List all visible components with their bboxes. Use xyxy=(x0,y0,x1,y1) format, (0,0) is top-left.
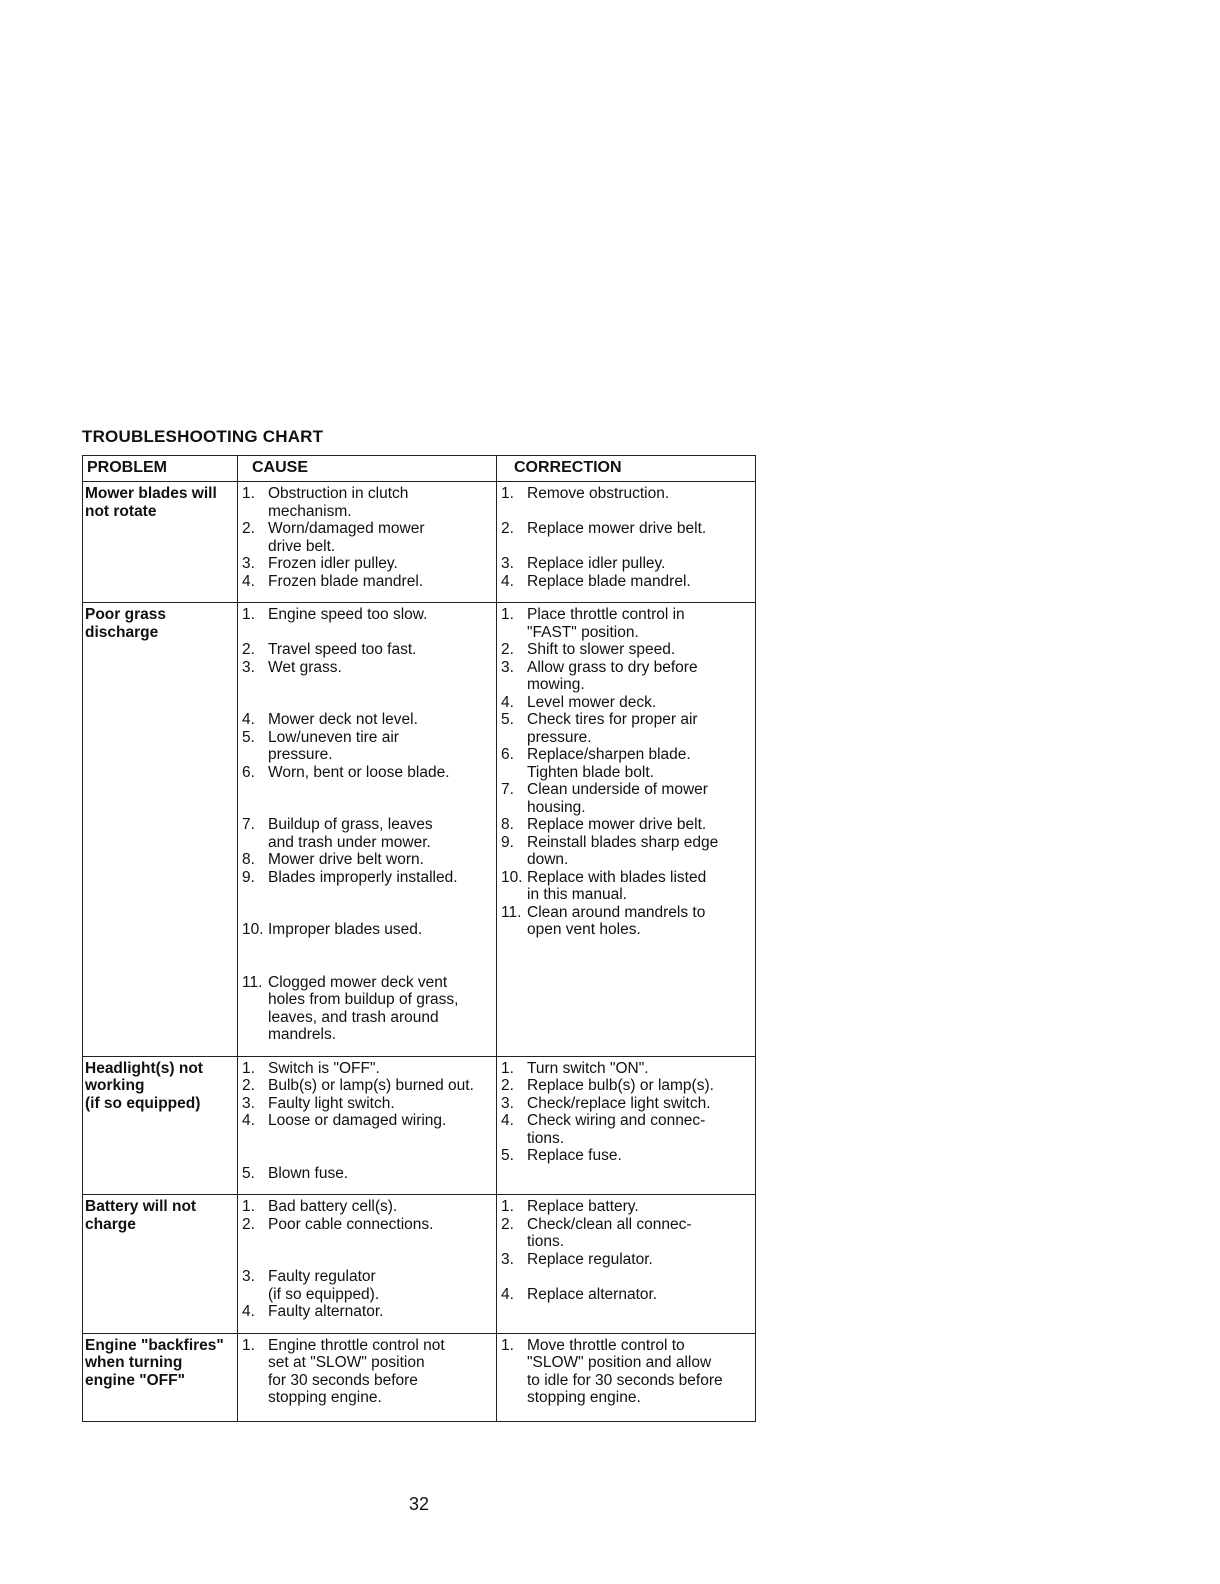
cause-list xyxy=(242,1060,493,1183)
correction-item-number: 1. xyxy=(501,1198,514,1215)
correction-item-text: Clean around mandrels to open vent holes. xyxy=(527,903,706,938)
cause-item xyxy=(242,573,493,591)
correction-item-number: 7. xyxy=(501,781,514,798)
cause-item-text: Loose or damaged wiring. xyxy=(268,1112,447,1129)
correction-item-text: Clean underside of mower housing. xyxy=(527,781,708,816)
cause-cell xyxy=(238,482,497,603)
correction-item-text: Reinstall blades sharp edge down. xyxy=(527,833,719,868)
cause-item-text: Faulty regulator (if so equipped). xyxy=(268,1268,380,1303)
correction-item xyxy=(501,573,752,591)
cause-list xyxy=(242,1198,493,1321)
cause-item-number: 3. xyxy=(242,1094,255,1112)
cause-item-number: 7. xyxy=(242,816,255,833)
cause-item xyxy=(242,555,493,573)
table-body xyxy=(83,482,756,1422)
correction-item-number: 2. xyxy=(501,1077,514,1094)
cause-item-number: 1. xyxy=(242,606,255,623)
troubleshooting-table xyxy=(82,455,756,1422)
cause-item xyxy=(242,520,493,555)
correction-item-number: 1. xyxy=(501,1059,514,1077)
correction-list xyxy=(501,485,752,590)
correction-item-text: Replace blade mandrel. xyxy=(527,572,691,590)
cause-item xyxy=(242,729,493,764)
problem-cell: Battery will not charge xyxy=(83,1195,238,1334)
correction-cell xyxy=(497,1056,756,1195)
cause-item-text: Faulty light switch. xyxy=(268,1094,395,1112)
correction-item xyxy=(501,746,752,781)
cause-item-text: Bulb(s) or lamp(s) burned out. xyxy=(268,1077,474,1094)
correction-item xyxy=(501,520,752,555)
correction-item-text: Allow grass to dry before mowing. xyxy=(527,658,698,693)
correction-item-text: Replace with blades listed in this manual. xyxy=(527,868,707,903)
problem-cell: Mower blades will not rotate xyxy=(83,482,238,603)
correction-item-number: 1. xyxy=(501,485,514,502)
correction-cell xyxy=(497,603,756,1057)
cause-item-text: Blades improperly installed. xyxy=(268,868,458,886)
correction-item-number: 5. xyxy=(501,711,514,728)
correction-item xyxy=(501,1095,752,1113)
correction-item-number: 1. xyxy=(501,1336,514,1354)
cause-item xyxy=(242,974,493,1044)
chart-title: TROUBLESHOOTING CHART xyxy=(82,427,324,446)
correction-item-text: Replace/sharpen blade. Tighten blade bolt. xyxy=(527,746,691,781)
correction-item xyxy=(501,781,752,816)
correction-item-number: 3. xyxy=(501,1250,514,1268)
table-row xyxy=(83,1333,756,1421)
header-correction: CORRECTION xyxy=(497,456,756,482)
problem-cell: Headlight(s) not working (if so equipped) xyxy=(83,1056,238,1195)
correction-item-number: 2. xyxy=(501,1215,514,1233)
correction-item xyxy=(501,1337,752,1407)
cause-item-number: 4. xyxy=(242,572,255,590)
cause-list xyxy=(242,1337,493,1407)
correction-item-text: Replace fuse. xyxy=(527,1147,622,1164)
cause-item-number: 1. xyxy=(242,485,255,502)
cause-item xyxy=(242,764,493,817)
correction-item-number: 10. xyxy=(501,868,523,886)
correction-list xyxy=(501,606,752,939)
cause-item-number: 1. xyxy=(242,1336,255,1354)
cause-item xyxy=(242,869,493,922)
cause-item xyxy=(242,1303,493,1321)
cause-item-number: 10. xyxy=(242,921,264,938)
correction-item xyxy=(501,1216,752,1251)
cause-item-text: Poor cable connections. xyxy=(268,1215,434,1233)
cause-item xyxy=(242,641,493,659)
cause-item xyxy=(242,851,493,869)
correction-item-number: 3. xyxy=(501,1094,514,1112)
correction-item xyxy=(501,816,752,834)
cause-list xyxy=(242,606,493,1044)
correction-item xyxy=(501,485,752,520)
table-row xyxy=(83,482,756,603)
cause-item xyxy=(242,1198,493,1216)
correction-item-number: 3. xyxy=(501,555,514,572)
cause-item xyxy=(242,1095,493,1113)
correction-item xyxy=(501,641,752,659)
cause-item-number: 3. xyxy=(242,1268,255,1285)
correction-item-text: Replace mower drive belt. xyxy=(527,520,707,537)
cause-item-number: 2. xyxy=(242,1215,255,1233)
cause-item-text: Worn, bent or loose blade. xyxy=(268,763,450,781)
cause-item-text: Frozen idler pulley. xyxy=(268,555,398,572)
cause-item-number: 9. xyxy=(242,868,255,886)
cause-item-text: Improper blades used. xyxy=(268,921,423,938)
correction-item-text: Place throttle control in "FAST" position. xyxy=(527,606,685,641)
correction-item-text: Remove obstruction. xyxy=(527,485,670,502)
correction-item xyxy=(501,1112,752,1147)
correction-list xyxy=(501,1060,752,1165)
correction-item-text: Replace battery. xyxy=(527,1198,639,1215)
correction-item-text: Replace mower drive belt. xyxy=(527,816,707,833)
header-cause: CAUSE xyxy=(238,456,497,482)
problem-cell: Engine "backfires" when turning engine "OFF" xyxy=(83,1333,238,1421)
cause-item xyxy=(242,1060,493,1078)
correction-item xyxy=(501,1060,752,1078)
cause-item-text: Engine throttle control not set at "SLOW" position for 30 seconds before stopping engine. xyxy=(268,1336,445,1406)
correction-item-number: 2. xyxy=(501,520,514,537)
correction-item-number: 11. xyxy=(501,903,522,921)
correction-item xyxy=(501,869,752,904)
cause-item xyxy=(242,659,493,712)
correction-item xyxy=(501,1147,752,1165)
table-row xyxy=(83,1056,756,1195)
correction-item xyxy=(501,834,752,869)
correction-item xyxy=(501,904,752,939)
cause-item xyxy=(242,606,493,641)
correction-item xyxy=(501,606,752,641)
cause-item-number: 2. xyxy=(242,1077,255,1094)
page-number: 32 xyxy=(409,1494,430,1514)
cause-item-text: Mower drive belt worn. xyxy=(268,851,424,868)
table-row xyxy=(83,603,756,1057)
cause-item-text: Bad battery cell(s). xyxy=(268,1198,398,1215)
correction-item-text: Turn switch "ON". xyxy=(527,1059,649,1077)
cause-item-number: 3. xyxy=(242,658,255,676)
correction-cell xyxy=(497,1333,756,1421)
cause-item-text: Low/uneven tire air pressure. xyxy=(268,728,399,763)
cause-item-text: Mower deck not level. xyxy=(268,711,418,728)
correction-cell xyxy=(497,1195,756,1334)
cause-item-text: Clogged mower deck vent holes from buildup of grass, leaves, and trash around mandrels. xyxy=(268,973,459,1043)
correction-item xyxy=(501,555,752,573)
correction-item-number: 4. xyxy=(501,693,514,711)
correction-item-text: Replace regulator. xyxy=(527,1250,653,1268)
cause-item-number: 2. xyxy=(242,641,255,658)
correction-item-text: Check tires for proper air pressure. xyxy=(527,711,698,746)
correction-item-text: Check wiring and connec- tions. xyxy=(527,1112,706,1147)
correction-item-text: Replace bulb(s) or lamp(s). xyxy=(527,1077,714,1094)
correction-item-text: Replace idler pulley. xyxy=(527,555,666,572)
cause-item xyxy=(242,1112,493,1165)
cause-item-number: 4. xyxy=(242,1112,255,1129)
cause-item-text: Obstruction in clutch mechanism. xyxy=(268,485,409,520)
cause-item-text: Travel speed too fast. xyxy=(268,641,417,658)
cause-item-number: 5. xyxy=(242,728,255,746)
cause-item-text: Frozen blade mandrel. xyxy=(268,572,424,590)
correction-item-number: 8. xyxy=(501,816,514,833)
correction-list xyxy=(501,1337,752,1407)
correction-item-number: 4. xyxy=(501,572,514,590)
correction-item-number: 9. xyxy=(501,833,514,851)
cause-item-number: 4. xyxy=(242,1303,255,1320)
correction-item-number: 1. xyxy=(501,606,514,623)
cause-item xyxy=(242,921,493,974)
cause-item xyxy=(242,485,493,520)
cause-item xyxy=(242,1337,493,1407)
correction-item-number: 4. xyxy=(501,1112,514,1129)
cause-item xyxy=(242,1165,493,1183)
cause-item-text: Engine speed too slow. xyxy=(268,606,428,623)
correction-item-number: 6. xyxy=(501,746,514,763)
cause-item-number: 5. xyxy=(242,1164,255,1182)
correction-item xyxy=(501,694,752,712)
cause-item-number: 6. xyxy=(242,763,255,781)
correction-item-text: Move throttle control to "SLOW" position and allow to idle for 30 seconds before stopping engine. xyxy=(527,1336,723,1406)
cause-item xyxy=(242,711,493,729)
cause-item-number: 1. xyxy=(242,1059,255,1077)
correction-item xyxy=(501,1286,752,1304)
correction-item xyxy=(501,1077,752,1095)
correction-item xyxy=(501,659,752,694)
cause-item xyxy=(242,1077,493,1095)
correction-item-text: Shift to slower speed. xyxy=(527,641,676,658)
correction-item xyxy=(501,1198,752,1216)
correction-item-text: Check/replace light switch. xyxy=(527,1094,711,1112)
cause-item-number: 11. xyxy=(242,973,263,991)
cause-item-number: 3. xyxy=(242,555,255,572)
correction-cell xyxy=(497,482,756,603)
cause-cell xyxy=(238,1195,497,1334)
cause-item-number: 1. xyxy=(242,1198,255,1215)
cause-item-text: Blown fuse. xyxy=(268,1164,349,1182)
problem-cell: Poor grass discharge xyxy=(83,603,238,1057)
correction-item xyxy=(501,1251,752,1286)
cause-item xyxy=(242,816,493,851)
cause-cell xyxy=(238,1333,497,1421)
cause-item-text: Wet grass. xyxy=(268,658,342,676)
cause-item-text: Switch is "OFF". xyxy=(268,1059,380,1077)
correction-item-number: 4. xyxy=(501,1285,514,1303)
correction-item-text: Check/clean all connec- tions. xyxy=(527,1215,692,1250)
correction-item xyxy=(501,711,752,746)
cause-item xyxy=(242,1216,493,1269)
cause-cell xyxy=(238,1056,497,1195)
correction-list xyxy=(501,1198,752,1303)
cause-item-text: Worn/damaged mower drive belt. xyxy=(268,520,425,555)
cause-item-number: 2. xyxy=(242,520,255,537)
correction-item-text: Replace alternator. xyxy=(527,1285,658,1303)
header-row xyxy=(83,456,756,482)
cause-item-number: 4. xyxy=(242,711,255,728)
header-problem: PROBLEM xyxy=(83,456,238,482)
cause-item xyxy=(242,1268,493,1303)
cause-item-text: Buildup of grass, leaves and trash under mower. xyxy=(268,816,433,851)
cause-list xyxy=(242,485,493,590)
correction-item-text: Level mower deck. xyxy=(527,693,657,711)
correction-item-number: 5. xyxy=(501,1147,514,1164)
table-row xyxy=(83,1195,756,1334)
cause-item-text: Faulty alternator. xyxy=(268,1303,384,1320)
cause-cell xyxy=(238,603,497,1057)
cause-item-number: 8. xyxy=(242,851,255,868)
correction-item-number: 3. xyxy=(501,658,514,676)
correction-item-number: 2. xyxy=(501,641,514,658)
